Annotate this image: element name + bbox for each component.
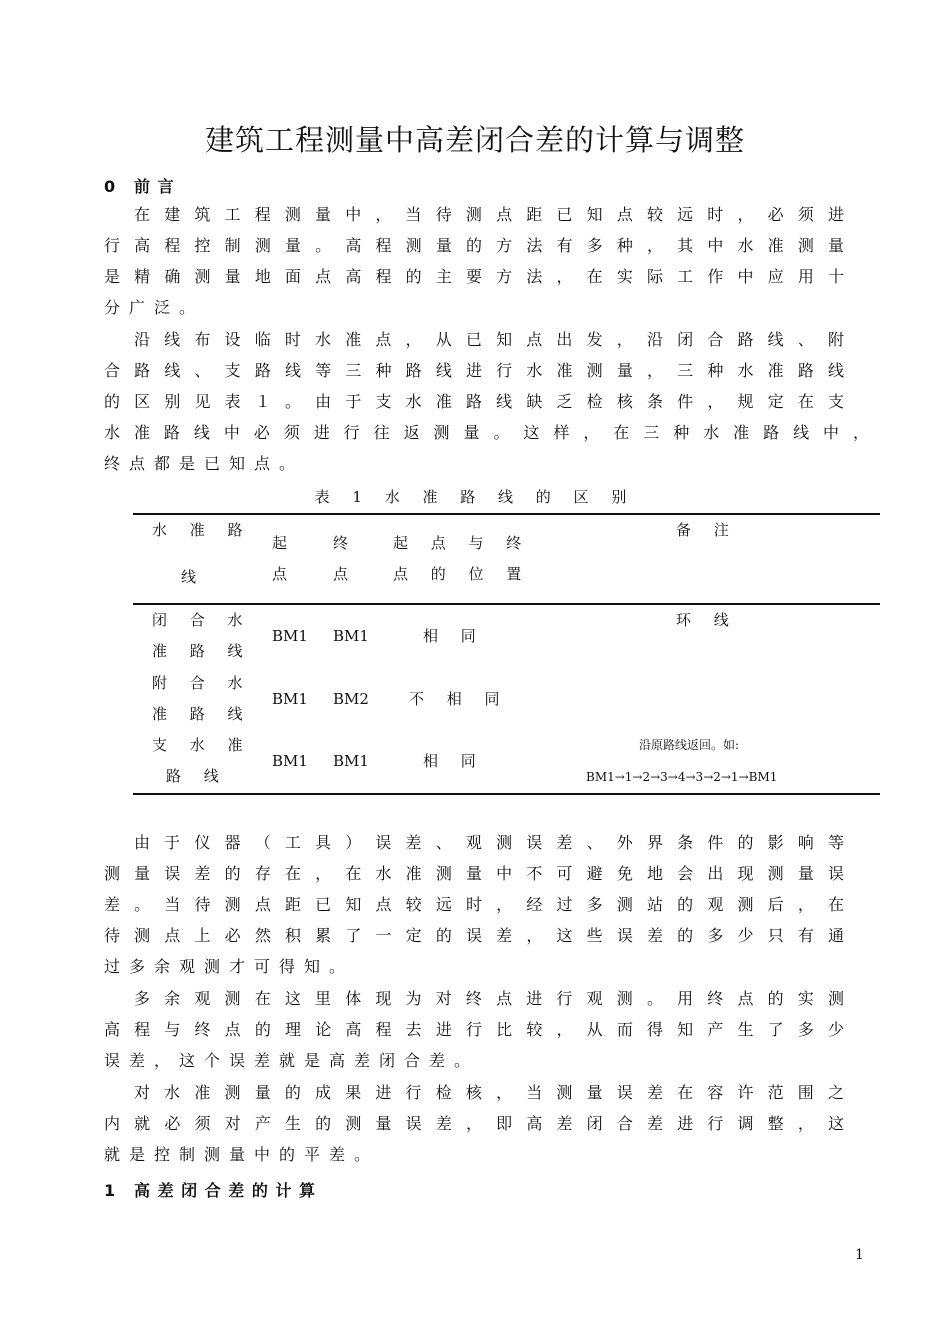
page-number: 1 xyxy=(855,1247,864,1263)
header-end: 终 xyxy=(333,534,349,552)
text-line: 内就必须对产生的测量误差，即高差闭合差进行调整，这 xyxy=(104,1114,844,1133)
text-line: 多余观测在这里体现为对终点进行观测。用终点的实测 xyxy=(134,989,844,1008)
header-relation: 起 点 与 终 xyxy=(393,534,531,552)
text-line: 待测点上必然积累了一定的误差，这些误差的多少只有通 xyxy=(104,926,844,945)
header-route: 水 准 路 xyxy=(152,521,252,539)
text-line: 误差，这个误差就是高差闭合差。 xyxy=(104,1051,480,1070)
text-line: 就是控制测量中的平差。 xyxy=(104,1145,380,1164)
cell-start: BM1 xyxy=(272,752,308,770)
text-line: 由于仪器（工具）误差、观测误差、外界条件的影响等 xyxy=(134,833,844,852)
header-start: 点 xyxy=(272,565,288,583)
text-line: 合路线、支路线等三种路线进行水准测量，三种水准路线 xyxy=(104,361,844,380)
text-line: 是精确测量地面点高程的主要方法，在实际工作中应用十 xyxy=(104,267,844,286)
header-note: 备 注 xyxy=(676,521,738,539)
cell-route: 路 线 xyxy=(166,767,228,785)
text-line: 分广泛。 xyxy=(104,298,205,317)
header-relation: 点 的 位 置 xyxy=(393,565,531,583)
cell-end: BM2 xyxy=(333,690,369,708)
cell-start: BM1 xyxy=(272,627,308,645)
text-line: 过多余观测才可得知。 xyxy=(104,957,355,976)
text-line: 测量误差的存在，在水准测量中不可避免地会出现测量误 xyxy=(104,864,844,883)
cell-route: 准 路 线 xyxy=(152,705,252,723)
text-line: 在建筑工程测量中，当待测点距已知点较远时，必须进 xyxy=(134,205,844,224)
cell-relation: 相 同 xyxy=(423,627,485,645)
header-start: 起 xyxy=(272,534,288,552)
cell-route: 附 合 水 xyxy=(152,674,252,692)
text-line: 差。当待测点距已知点较远时，经过多测站的观测后，在 xyxy=(104,895,844,914)
text-line: 终点都是已知点。 xyxy=(104,454,305,473)
cell-route: 准 路 线 xyxy=(152,642,252,660)
cell-route: 支 水 准 xyxy=(152,736,252,754)
cell-route: 闭 合 水 xyxy=(152,611,252,629)
table-caption: 表 1 水 准 路 线 的 区 别 xyxy=(314,488,636,506)
cell-note: 沿原路线返回。如: xyxy=(639,738,740,752)
section-title: 高 差 闭 合 差 的 计 算 xyxy=(134,1181,315,1200)
section-title: 前 言 xyxy=(134,177,174,196)
section-heading-calculation xyxy=(104,1178,315,1201)
section-number: 1 xyxy=(104,1181,116,1200)
table-bottom-rule xyxy=(133,793,880,795)
cell-note: 环 线 xyxy=(676,611,738,629)
text-line: 水准路线中必须进行往返测量。这样，在三种水准路线中， xyxy=(104,423,869,442)
cell-end: BM1 xyxy=(333,627,369,645)
cell-start: BM1 xyxy=(272,690,308,708)
text-line: 沿线布设临时水准点，从已知点出发，沿闭合路线、附 xyxy=(134,330,844,349)
section-number: 0 xyxy=(104,177,116,196)
cell-relation: 不 相 同 xyxy=(409,690,509,708)
header-end: 点 xyxy=(333,565,349,583)
text-line: 行高程控制测量。高程测量的方法有多种，其中水准测量 xyxy=(104,236,844,255)
cell-note: BM1→1→2→3→4→3→2→1→BM1 xyxy=(586,770,778,784)
document-title: 建筑工程测量中高差闭合差的计算与调整 xyxy=(204,123,745,157)
cell-relation: 相 同 xyxy=(423,752,485,770)
text-line: 高程与终点的理论高程去进行比较，从而得知产生了多少 xyxy=(104,1020,844,1039)
cell-end: BM1 xyxy=(333,752,369,770)
section-heading-preface xyxy=(104,174,174,197)
text-line: 对水准测量的成果进行检核，当测量误差在容许范围之 xyxy=(134,1083,844,1102)
text-line: 的区别见表１。由于支水准路线缺乏检核条件，规定在支 xyxy=(104,392,844,411)
header-route: 线 xyxy=(181,568,206,586)
